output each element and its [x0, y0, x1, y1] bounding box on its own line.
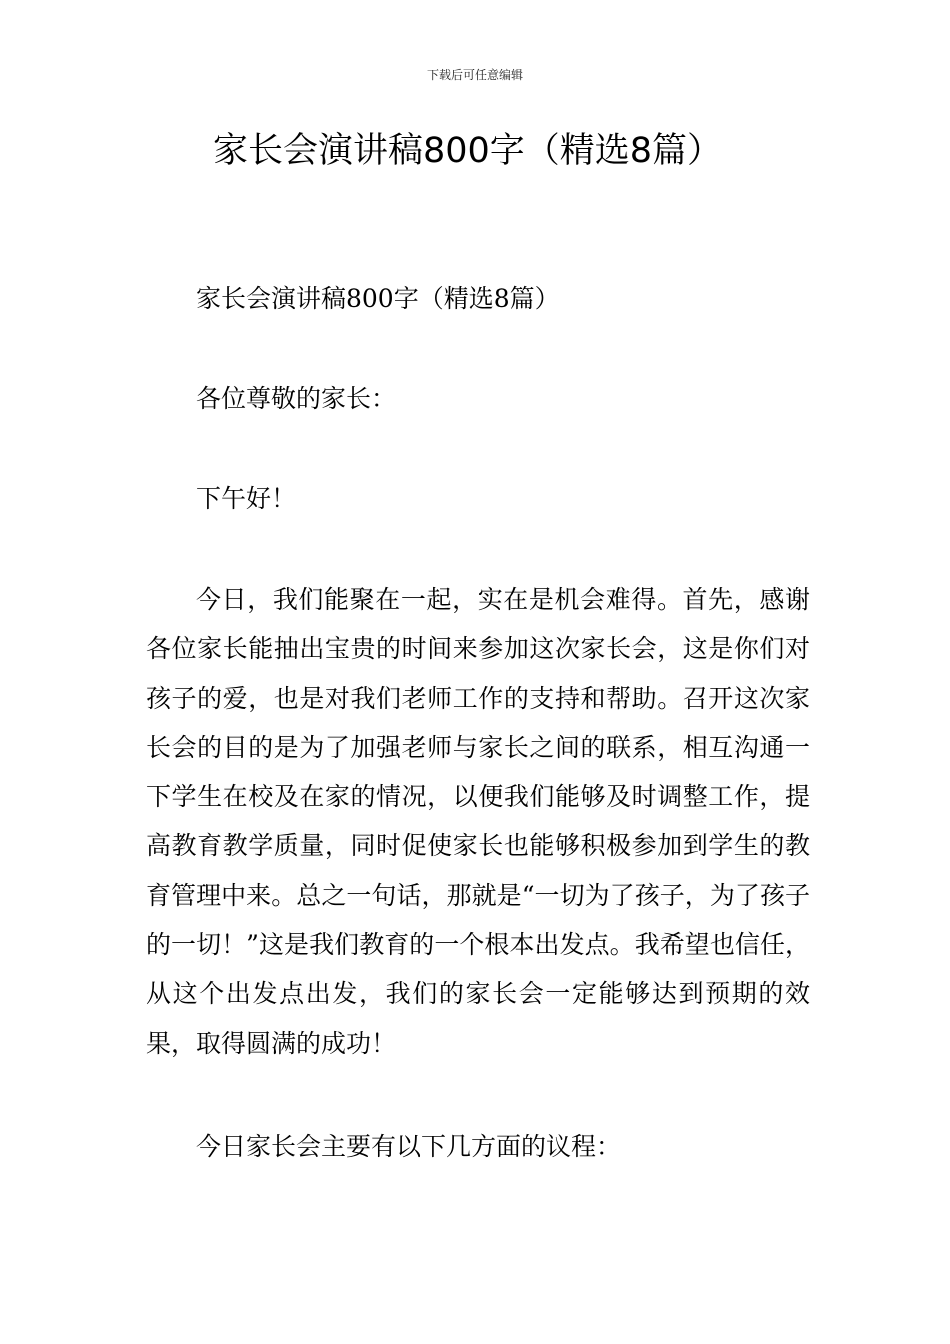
document-title: 家长会演讲稿800字（精选8篇）	[212, 131, 723, 171]
subtitle-paragraph: 家长会演讲稿800字（精选8篇）	[196, 284, 560, 313]
hello-paragraph: 下午好！	[196, 484, 297, 513]
agenda-paragraph: 今日家长会主要有以下几方面的议程：	[196, 1132, 622, 1161]
header-note: 下载后可任意编辑	[426, 68, 523, 82]
main-paragraph: 今日，我们能聚在一起，实在是机会难得。首先，感谢各位家长能抽出宝贵的时间来参加这次家长会，这是你们对孩子的爱，也是对我们老师工作的支持和帮助。召开这次家长会的目的是为了加强老师与家长之间的联系，相互沟通一下学生在校及在家的情况，以便我们能够及时调整工作，提高教育教学质量，同时促使家长也能够积极参加到学生的教育管理中来。总之一句话，那就是“一切为了孩子，为了孩子的一切！”这是我们教育的一个根本出发点。我希望也信任，从这个出发点出发，我们的家长会一定能够达到预期的效果，取得圆满的成功！	[146, 585, 810, 1058]
greeting-paragraph: 各位尊敬的家长：	[196, 384, 397, 413]
